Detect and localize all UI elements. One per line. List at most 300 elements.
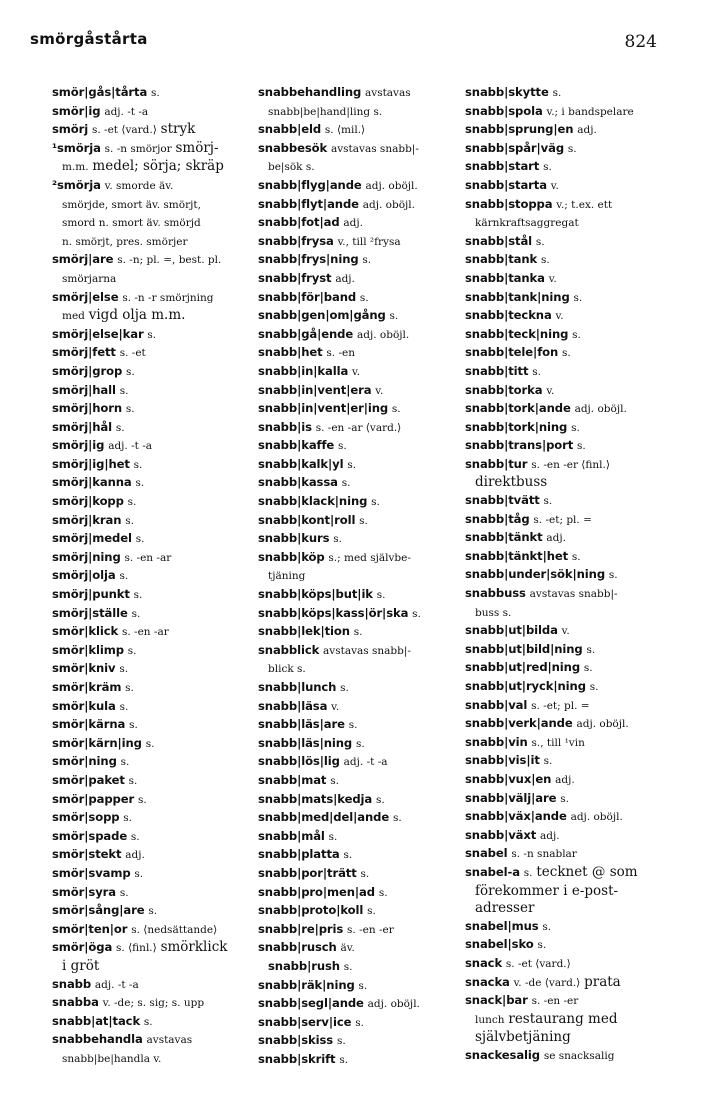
headword: smörj|kopp — [52, 494, 124, 509]
grammar-info: s. — [355, 1016, 364, 1029]
headword: snabb|frysa — [258, 233, 334, 248]
grammar-info: med — [62, 310, 85, 323]
headword: snabb|lunch — [258, 680, 337, 694]
grammar-info: v. — [548, 272, 557, 285]
grammar-info: avstavas — [365, 87, 411, 99]
dictionary-entry — [258, 270, 458, 289]
headword: smörj|hål — [52, 419, 113, 434]
grammar-info: s. — [347, 458, 357, 471]
grammar-info: adj. — [335, 272, 355, 285]
headword: snabb|läs|ning — [258, 735, 353, 750]
grammar-info: s. — [542, 920, 552, 933]
dictionary-entry — [258, 605, 458, 624]
dictionary-entry — [465, 492, 685, 511]
headword: snabb|start — [465, 159, 540, 174]
page-header — [30, 30, 657, 56]
definition: tecknet @ som — [536, 863, 638, 880]
grammar-info: s. -en -ar — [124, 551, 172, 564]
dictionary-entry — [52, 921, 252, 940]
headword: snabb|tåg — [465, 511, 530, 526]
headword: snabb|ut|red|ning — [465, 660, 581, 675]
dictionary-entry — [258, 307, 458, 326]
grammar-info: s. — [128, 774, 138, 787]
grammar-info: s. — [145, 737, 155, 750]
grammar-info: adj. oböjl. — [576, 718, 629, 731]
dictionary-entry — [52, 828, 252, 847]
headword: smör|kräm — [52, 680, 122, 694]
dictionary-entry — [258, 995, 458, 1014]
headword: snabb|med|del|ande — [258, 810, 390, 825]
headword: smör|kula — [52, 698, 116, 713]
headword: smörj|else — [52, 289, 119, 304]
dictionary-entry — [465, 511, 685, 530]
headword: smör|klick — [52, 624, 119, 639]
grammar-info: s. — [532, 365, 541, 378]
dictionary-entry — [465, 659, 685, 678]
headword: snabel — [465, 846, 508, 861]
dictionary-entry — [465, 955, 685, 974]
grammar-info: s. -et ⟨vard.⟩ — [505, 957, 571, 970]
entry-continuation — [258, 567, 458, 586]
headword: snabb|in|vent|era — [258, 382, 372, 397]
grammar-info: adj. — [546, 532, 566, 545]
grammar-info: s. — [143, 1015, 153, 1028]
dictionary-entry — [258, 735, 458, 754]
grammar-info: s. -n; pl. =, best. pl. — [117, 254, 222, 267]
grammar-info: adj. — [540, 829, 560, 842]
headword: snabb|gen|om|gång — [258, 308, 386, 323]
dictionary-entry — [465, 585, 685, 604]
dictionary-entry — [258, 865, 458, 884]
definition: adresser — [475, 900, 535, 917]
dictionary-entry — [258, 772, 458, 791]
headword: snabb|fryst — [258, 270, 332, 285]
grammar-info: s. — [359, 514, 368, 527]
dictionary-entry — [465, 827, 685, 846]
headword: smör|kärna — [52, 717, 126, 732]
grammar-info: v.; t.ex. ett — [556, 198, 613, 211]
dictionary-entry — [52, 605, 252, 624]
entry-continuation — [465, 214, 685, 233]
headword: snabb|val — [465, 697, 528, 712]
dictionary-entry — [52, 549, 252, 568]
grammar-info: s. — [358, 979, 368, 992]
headword: snack — [465, 955, 503, 970]
grammar-info: s. — [391, 403, 401, 416]
grammar-info: s. -en — [326, 347, 355, 360]
headword: snabb|kurs — [258, 531, 330, 546]
entry-continuation — [52, 1050, 252, 1069]
dictionary-entry — [258, 716, 458, 735]
headword: smör|ning — [52, 754, 117, 769]
dictionary-entry — [52, 289, 252, 308]
entry-continuation — [52, 214, 252, 233]
running-head: smörgåstårta — [30, 30, 148, 48]
grammar-info: se snacksalig — [543, 1049, 615, 1062]
dictionary-entry — [465, 270, 685, 289]
dictionary-entry — [258, 530, 458, 549]
dictionary-entry — [258, 512, 458, 531]
headword: snabb|platta — [258, 847, 340, 862]
headword: smör|sopp — [52, 810, 120, 825]
dictionary-entry — [465, 456, 685, 475]
headword: snabb|tank — [465, 252, 538, 267]
grammar-info: v. — [550, 179, 559, 192]
headword: snabb|sprung|en — [465, 122, 574, 137]
grammar-info: s. -en -er — [347, 923, 394, 936]
grammar-info: avstavas — [146, 1034, 193, 1047]
headword: snabb — [52, 976, 92, 991]
entry-continuation — [465, 883, 685, 901]
grammar-info: adj. — [555, 773, 575, 786]
dictionary-entry — [52, 419, 252, 438]
dictionary-entry — [258, 474, 458, 493]
dictionary-entry — [258, 791, 458, 810]
dictionary-entry — [465, 771, 685, 790]
dictionary-entry — [258, 400, 458, 419]
dictionary-entry — [465, 289, 685, 308]
headword: snabb|re|pris — [258, 921, 344, 936]
dictionary-entry — [52, 344, 252, 363]
dictionary-entry — [258, 363, 458, 382]
dictionary-entry — [465, 419, 685, 438]
headword: snabbuss — [465, 586, 526, 601]
grammar-info: s. — [134, 867, 144, 880]
grammar-info: s. ⟨finl.⟩ — [116, 942, 157, 955]
dictionary-entry — [465, 845, 685, 864]
dictionary-entry — [52, 865, 252, 884]
headword: snabb|pro|men|ad — [258, 884, 375, 899]
grammar-info: m.m. — [62, 161, 89, 174]
headword: snabb|tork|ning — [465, 419, 568, 434]
definition: vigd olja m.m. — [88, 307, 186, 324]
dictionary-entry — [52, 772, 252, 791]
entry-continuation — [52, 158, 252, 177]
grammar-info: v. -de; s. sig; s. upp — [102, 997, 205, 1010]
grammar-info: s. — [353, 626, 363, 639]
dictionary-entry — [258, 753, 458, 772]
grammar-info: adj. oböjl. — [356, 328, 410, 341]
dictionary-entry — [52, 976, 252, 995]
dictionary-entry — [465, 808, 685, 827]
dictionary-entry — [258, 289, 458, 308]
headword: snabel-a — [465, 864, 520, 879]
dictionary-entry — [258, 977, 458, 996]
grammar-info: s. — [577, 440, 586, 453]
dictionary-entry — [465, 641, 685, 660]
headword: snabb|stoppa — [465, 196, 553, 211]
headword: snabb|stål — [465, 233, 533, 248]
grammar-info: s. -et — [119, 347, 146, 360]
definition: prata — [584, 973, 621, 990]
dictionary-entry — [52, 1031, 252, 1050]
column-3 — [465, 84, 685, 1065]
headword: smörj|horn — [52, 401, 123, 416]
headword: snabb|fot|ad — [258, 215, 340, 230]
grammar-info: s. — [583, 662, 593, 675]
grammar-info: s. -et ⟨vard.⟩ — [91, 124, 157, 137]
dictionary-entry — [258, 251, 458, 270]
dictionary-entry — [258, 84, 458, 103]
grammar-info: s., till ¹vin — [531, 736, 585, 749]
dictionary-entry — [52, 753, 252, 772]
headword: snabba — [52, 995, 99, 1010]
dictionary-entry — [465, 400, 685, 419]
dictionary-entry — [258, 642, 458, 661]
headword: snabb|köps|kass|ör|ska — [258, 605, 409, 620]
dictionary-entry — [465, 158, 685, 177]
headword: snabb|at|tack — [52, 1013, 141, 1028]
headword: snabb|läs|are — [258, 717, 345, 732]
grammar-info: s. — [341, 477, 351, 490]
headword: snabb|kassa — [258, 475, 338, 490]
dictionary-entry — [52, 994, 252, 1013]
dictionary-entry — [52, 121, 252, 140]
grammar-info: s. — [376, 589, 386, 602]
headword: snabb|por|trätt — [258, 865, 357, 880]
grammar-info: s. — [336, 1035, 346, 1048]
grammar-info: s. — [125, 682, 134, 694]
grammar-info: s. — [137, 793, 147, 806]
grammar-info: s. — [371, 496, 380, 509]
grammar-info: s. — [355, 737, 365, 750]
headword: smör|stekt — [52, 847, 122, 862]
definition: smörj- — [175, 139, 219, 156]
grammar-info: s. — [389, 310, 399, 323]
headword: smörj|medel — [52, 531, 132, 546]
headword: snabb|tele|fon — [465, 345, 559, 360]
grammar-info: adj. -t -a — [108, 440, 153, 453]
dictionary-entry — [258, 382, 458, 401]
grammar-info: s. — [543, 161, 552, 174]
definition: restaurang med — [508, 1010, 618, 1027]
dictionary-entry — [258, 1051, 458, 1070]
dictionary-entry — [52, 679, 252, 698]
entry-continuation — [52, 233, 252, 252]
dictionary-entry — [258, 437, 458, 456]
headword: snabbehandla — [52, 1032, 143, 1047]
grammar-info: s. — [125, 514, 134, 527]
dictionary-entry — [465, 437, 685, 456]
dictionary-entry — [258, 939, 458, 958]
grammar-info: s. — [608, 569, 618, 582]
headword: smörj|fett — [52, 345, 116, 360]
headword: snabb|torka — [465, 382, 543, 397]
dictionary-entry — [465, 622, 685, 641]
grammar-info: s. — [573, 291, 583, 304]
entry-continuation — [465, 900, 685, 918]
headword: ²smörja — [52, 177, 101, 192]
headword: smör|papper — [52, 791, 135, 806]
entry-continuation — [258, 660, 458, 679]
dictionary-entry — [258, 233, 458, 252]
dictionary-entry — [52, 326, 252, 345]
grammar-info: s. — [147, 328, 157, 341]
grammar-info: adj. -t -a — [94, 978, 139, 991]
dictionary-entry — [258, 140, 458, 159]
dictionary-entry — [258, 698, 458, 717]
grammar-info: s. — [375, 793, 385, 806]
grammar-info: v. — [331, 700, 340, 713]
column-1 — [52, 84, 252, 1068]
headword: smör|öga — [52, 940, 113, 955]
grammar-info: v. — [352, 365, 361, 378]
headword: ¹smörja — [52, 140, 101, 155]
dictionary-entry — [258, 344, 458, 363]
dictionary-entry — [465, 992, 685, 1011]
entry-continuation — [52, 270, 252, 289]
grammar-info: s. -et; pl. = — [533, 513, 592, 526]
grammar-info: s. — [535, 235, 545, 248]
grammar-info: s. — [125, 403, 135, 416]
dictionary-entry — [465, 529, 685, 548]
grammar-info: s. -en -er ⟨finl.⟩ — [531, 458, 610, 471]
headword: smör|kniv — [52, 661, 116, 676]
headword: snabb|under|sök|ning — [465, 567, 606, 582]
grammar-info: s. — [127, 496, 137, 509]
grammar-info: s. — [561, 347, 571, 360]
headword: snabb|växt — [465, 827, 537, 842]
grammar-info: adj. -t -a — [104, 105, 149, 118]
headword: snabb|tänkt|het — [465, 548, 569, 563]
headword: snabb|flyg|ande — [258, 177, 362, 192]
grammar-info: s. — [412, 607, 421, 620]
grammar-info: s. — [133, 458, 143, 471]
dictionary-entry — [258, 902, 458, 921]
grammar-info: s. — [340, 682, 349, 694]
definition: i gröt — [62, 957, 100, 974]
page-number: 824 — [624, 32, 657, 52]
dictionary-entry — [52, 363, 252, 382]
dictionary-entry — [258, 196, 458, 215]
grammar-info: s. -en -ar ⟨vard.⟩ — [315, 421, 402, 434]
grammar-info: s. -en -ar — [121, 626, 169, 639]
headword: smörj — [52, 122, 89, 137]
definition: stryk — [160, 121, 196, 138]
grammar-info: v. — [555, 310, 564, 323]
grammar-info: adj. — [343, 217, 363, 230]
grammar-info: adj. oböjl. — [362, 198, 415, 211]
grammar-info: s. — [567, 142, 577, 155]
headword: snabb|spår|väg — [465, 140, 565, 155]
definition: smörklick — [160, 939, 228, 956]
headword: smörj|ig|het — [52, 456, 130, 471]
dictionary-entry — [52, 642, 252, 661]
headword: snabb|kont|roll — [258, 512, 356, 527]
grammar-info: n. smörjt, pres. smörjer — [62, 235, 188, 248]
headword: snabb|ut|bilda — [465, 623, 558, 638]
grammar-info: s. — [333, 533, 342, 546]
headword: snabb|tank|ning — [465, 289, 570, 304]
dictionary-entry — [258, 921, 458, 940]
dictionary-entry — [465, 864, 685, 883]
dictionary-entry — [52, 586, 252, 605]
dictionary-entry — [258, 326, 458, 345]
grammar-info: s. — [125, 365, 135, 378]
grammar-info: s. — [560, 792, 569, 805]
grammar-info: tjäning — [268, 570, 306, 583]
grammar-info: s. — [367, 905, 376, 918]
headword: snabb|segl|ande — [258, 996, 364, 1011]
grammar-info: adj. -t -a — [343, 756, 388, 769]
headword: snabb|lek|tion — [258, 624, 350, 639]
grammar-info: s. — [135, 477, 145, 490]
grammar-info: s. — [119, 570, 129, 583]
grammar-info: s. — [359, 291, 369, 304]
grammar-info: s. — [148, 905, 158, 918]
headword: snabb|vux|en — [465, 771, 552, 786]
dictionary-entry — [52, 140, 252, 159]
grammar-info: s. — [543, 755, 553, 768]
entry-continuation — [465, 1011, 685, 1030]
entry-continuation — [52, 196, 252, 215]
headword: snabb|titt — [465, 363, 529, 378]
grammar-info: smörjarna — [62, 272, 117, 285]
headword: snabb|serv|ice — [258, 1014, 352, 1029]
grammar-info: v. -de ⟨vard.⟩ — [513, 976, 581, 989]
grammar-info: adj. oböjl. — [574, 403, 627, 416]
dictionary-entry — [465, 84, 685, 103]
dictionary-entry — [258, 828, 458, 847]
dictionary-entry — [465, 752, 685, 771]
entry-continuation — [465, 604, 685, 623]
headword: snabb|is — [258, 419, 312, 434]
headword: snabb|kaffe — [258, 438, 335, 453]
headword: smör|spade — [52, 828, 128, 843]
dictionary-entry — [258, 1014, 458, 1033]
dictionary-entry — [52, 382, 252, 401]
grammar-info: adj. oböjl. — [365, 179, 418, 192]
headword: smörj|olja — [52, 568, 116, 583]
grammar-info: s. — [586, 643, 596, 656]
grammar-info: s. -en -er — [531, 995, 579, 1008]
headword: snabb|väx|ande — [465, 809, 567, 824]
grammar-info: äv. — [340, 942, 355, 955]
headword: snabb|mat — [258, 772, 327, 787]
dictionary-entry — [465, 121, 685, 140]
dictionary-entry — [465, 251, 685, 270]
headword: snabb|frys|ning — [258, 252, 359, 267]
headword: smörj|kanna — [52, 475, 132, 490]
headword: smörj|else|kar — [52, 326, 144, 341]
grammar-info: s. — [339, 1053, 349, 1066]
grammar-info: s. — [120, 756, 130, 769]
dictionary-entry — [465, 678, 685, 697]
grammar-info: s.; med självbe- — [328, 551, 411, 564]
grammar-info: s. — [129, 719, 138, 732]
entry-continuation — [465, 474, 685, 492]
headword: snabb|välj|are — [465, 790, 557, 805]
dictionary-entry — [258, 493, 458, 512]
dictionary-entry — [258, 846, 458, 865]
entry-continuation — [258, 103, 458, 122]
grammar-info: v. smorde äv. — [104, 179, 174, 192]
grammar-info: s. — [119, 886, 129, 899]
entry-continuation — [258, 958, 458, 977]
headword: snackesalig — [465, 1047, 540, 1062]
grammar-info: v., till ²frysa — [337, 235, 401, 248]
dictionary-entry — [52, 809, 252, 828]
headword: snabb|köps|but|ik — [258, 587, 373, 602]
dictionary-entry — [465, 1047, 685, 1066]
headword: snabel|sko — [465, 937, 534, 952]
dictionary-entry — [465, 196, 685, 215]
grammar-info: avstavas snabb|- — [529, 588, 618, 601]
dictionary-entry — [52, 84, 252, 103]
grammar-info: s. — [330, 774, 339, 787]
headword: smörj|ställe — [52, 605, 128, 620]
grammar-info: adj. — [577, 124, 597, 137]
